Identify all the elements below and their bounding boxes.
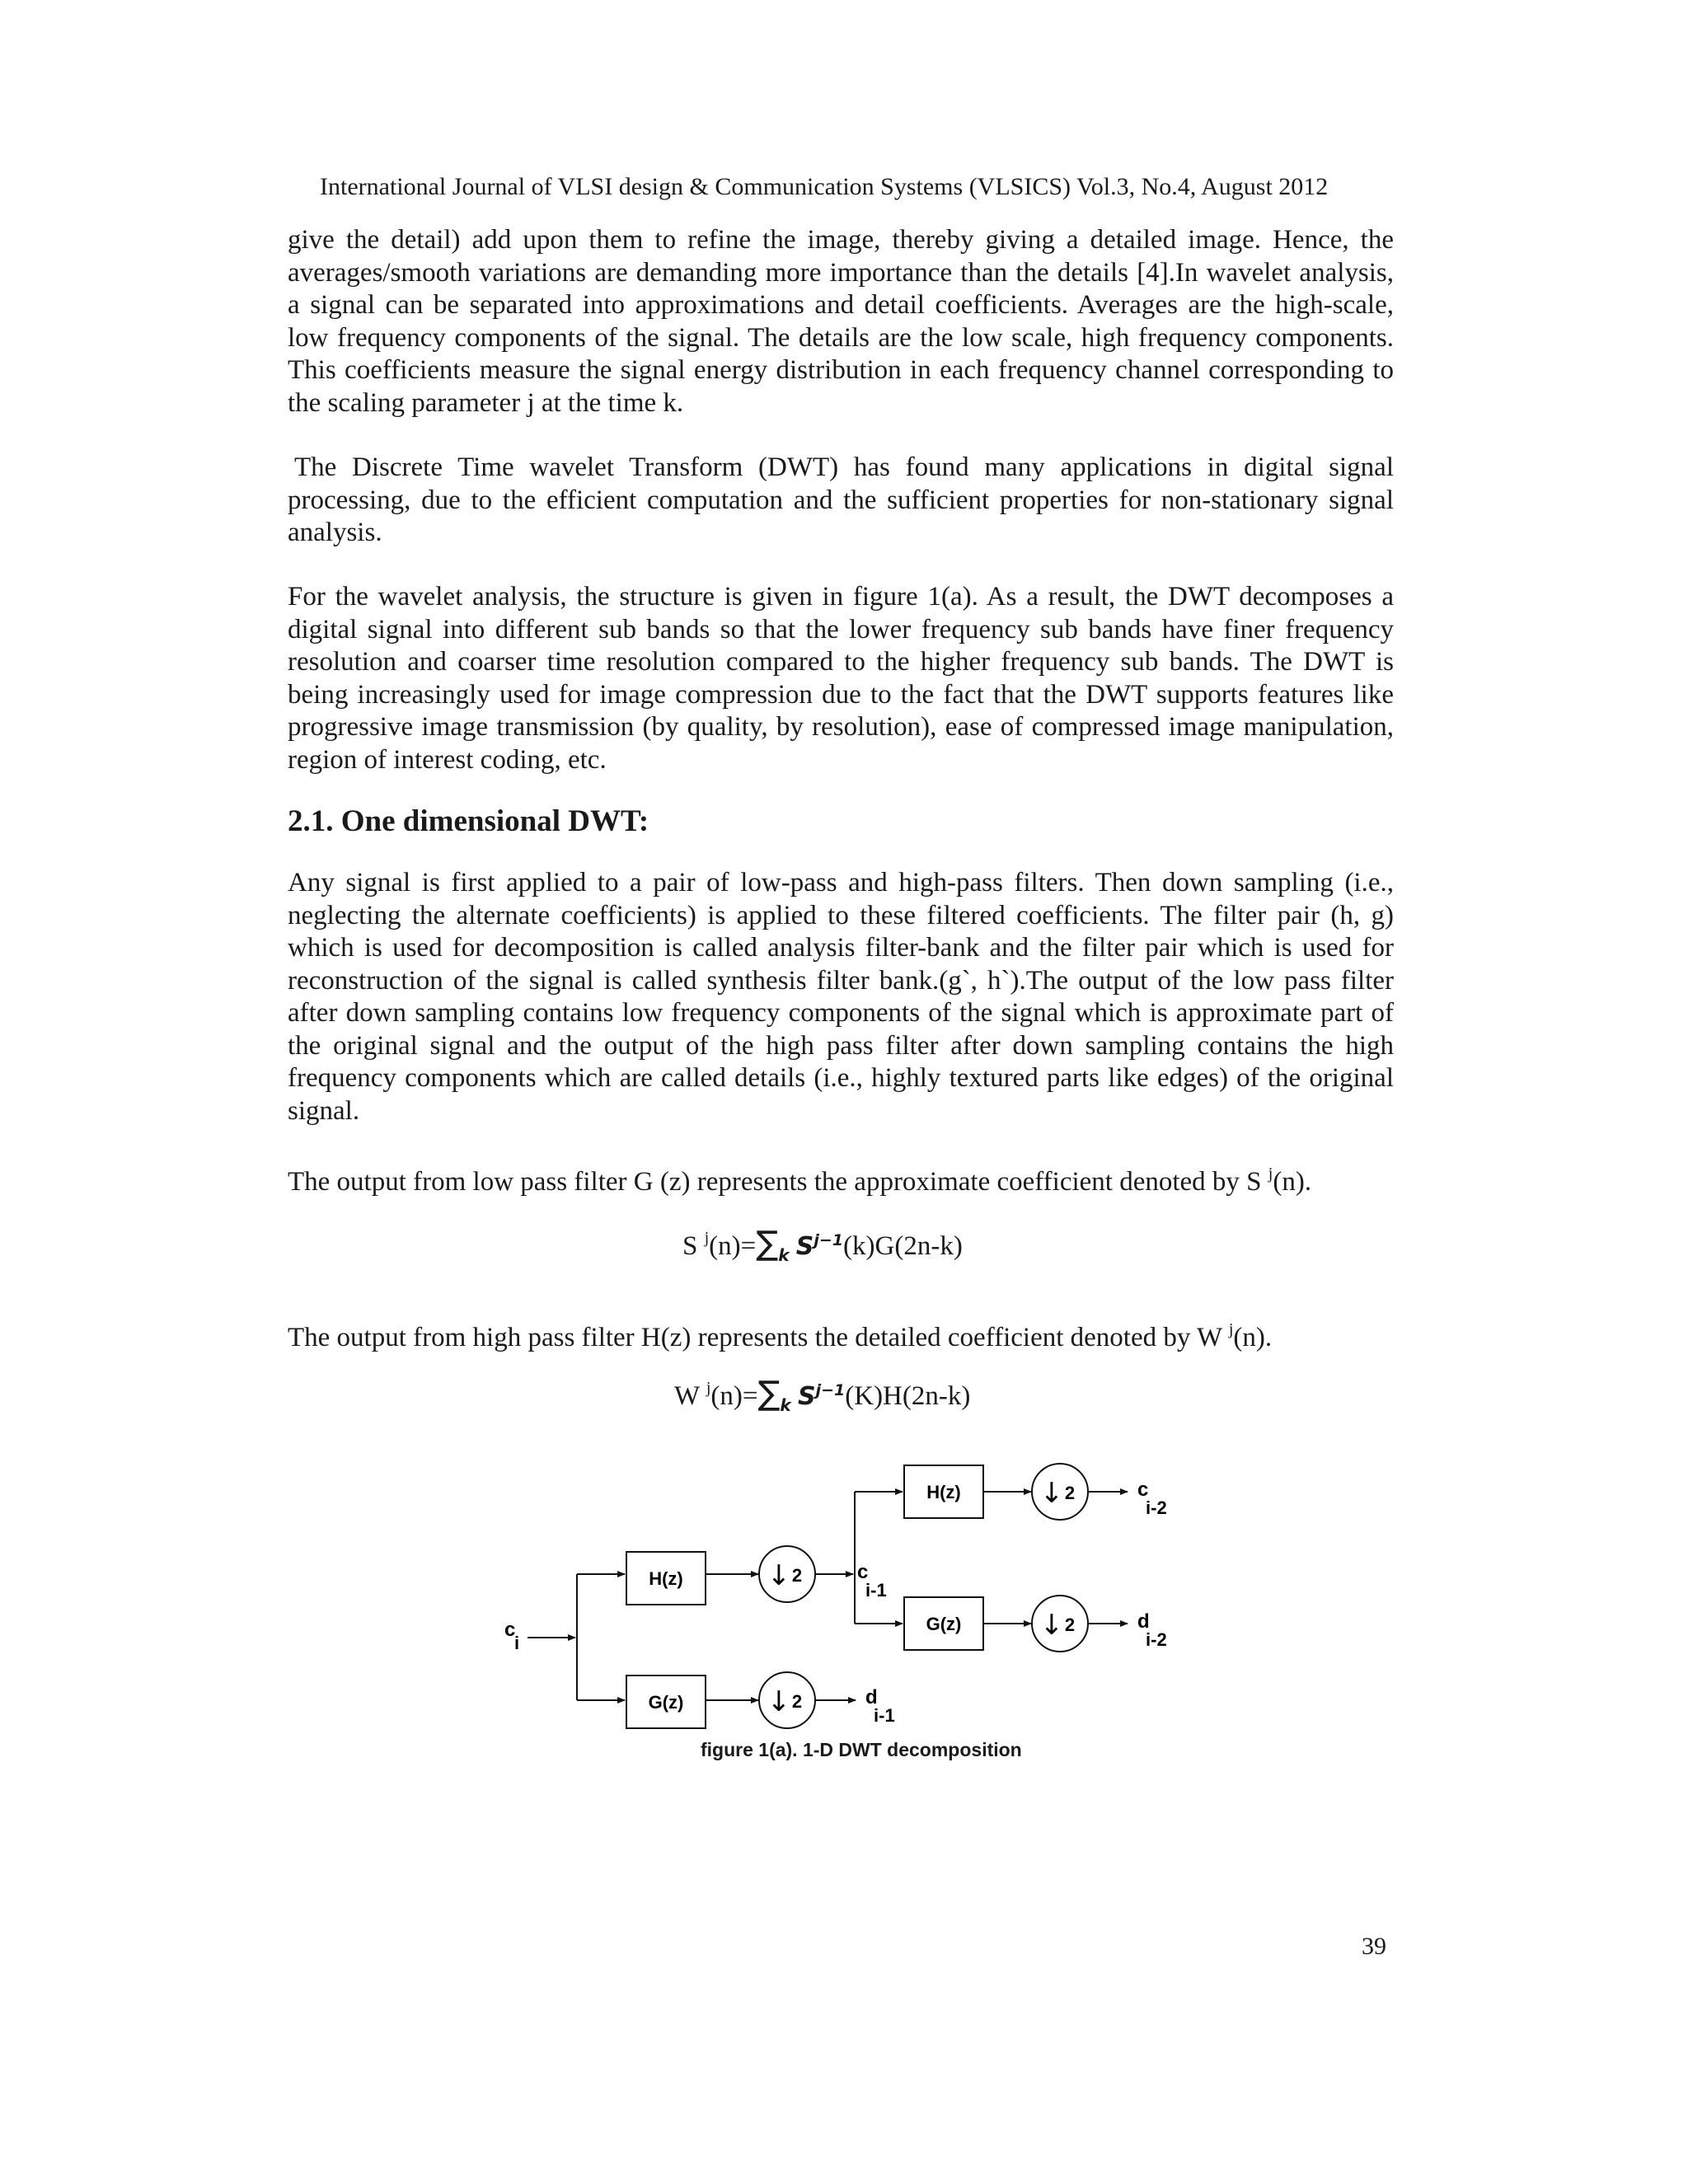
output-label-d2 <box>1137 1610 1167 1650</box>
svg-text:c: c <box>1137 1479 1149 1501</box>
filter-h2-label: H(z) <box>926 1482 961 1502</box>
svg-text:2: 2 <box>791 1565 803 1586</box>
output-label-c1 <box>857 1561 887 1601</box>
filter-g1-label: G(z) <box>648 1692 684 1713</box>
page-number: 39 <box>1362 1933 1386 1960</box>
output-label-d1 <box>865 1686 895 1726</box>
downsampler-2-bottom <box>1040 1609 1075 1642</box>
svg-text:c: c <box>504 1619 516 1641</box>
paragraph-low-pass-output: The output from low pass filter G (z) represents the approximate coefficient denoted by S $^j$(n). <box>288 1165 1312 1197</box>
downsampler-1-bottom <box>767 1685 802 1718</box>
output-label-c2 <box>1137 1479 1167 1518</box>
svg-text:i: i <box>514 1633 520 1653</box>
equation-detailed: W $^j(n)=\sum_k$ $S^{j-1}(K)H(2n-k)$ <box>674 1375 971 1415</box>
paragraph-high-pass-output: The output from high pass filter H(z) represents the detailed coefficient denoted by W $^j$(n). <box>288 1320 1273 1352</box>
svg-text:↓: ↓ <box>1039 1609 1064 1642</box>
dwt-decomposition-diagram <box>486 1463 1228 1726</box>
svg-text:d: d <box>865 1686 878 1708</box>
filter-h1-label: H(z) <box>649 1568 683 1589</box>
svg-text:2: 2 <box>1064 1615 1076 1635</box>
svg-text:2: 2 <box>1064 1483 1076 1503</box>
svg-text:↓: ↓ <box>767 1559 791 1592</box>
input-label-ci <box>504 1619 519 1653</box>
paragraph-dwt-structure: For the wavelet analysis, the structure is given in figure 1(a). As a result, the DWT decomposes a digital signal into different sub bands so that the lower frequency sub bands have finer frequency resolution and coarser time resolution compared to the higher frequency sub bands. The DWT is being increasingly used for image compression due to the fact that the DWT supports features like progressive image transmission (by quality, by resolution), ease of compressed image manipulation, region of interest coding, etc. <box>288 582 1394 775</box>
paragraph-filter-pair: Any signal is first applied to a pair of low-pass and high-pass filters. Then down sampling (i.e., neglecting the alternate coefficients) is applied to these filtered coefficients. The filter pair (h, g) which is used for decomposition is called analysis filter-bank and the filter pair which is used for reconstruction of the signal is called synthesis filter bank.(g`, h`).The output of the low pass filter after down sampling contains low frequency components of the signal which is approximate part of the original signal and the output of the high pass filter after down sampling contains the high frequency components which are called details (i.e., highly textured parts like edges) of the original signal. <box>288 868 1394 1126</box>
svg-text:↓: ↓ <box>767 1685 791 1718</box>
section-heading: 2.1. One dimensional DWT: <box>288 804 649 838</box>
figure-caption: figure 1(a). 1-D DWT decomposition <box>701 1739 1022 1760</box>
svg-text:i-2: i-2 <box>1146 1497 1167 1518</box>
equation-approximate: S $^j(n)=\sum_k$ $S^{j-1}(k)G(2n-k)$ <box>682 1225 963 1265</box>
journal-header: International Journal of VLSI design & Communication Systems (VLSICS) Vol.3, No.4, August 2012 <box>320 173 1329 200</box>
svg-text:d: d <box>1137 1610 1150 1633</box>
svg-text:i-2: i-2 <box>1146 1629 1167 1650</box>
filter-g2-label: G(z) <box>926 1614 962 1634</box>
svg-text:c: c <box>857 1561 869 1583</box>
paragraph-wavelet-intro: give the detail) add upon them to refine the image, thereby giving a detailed image. Hence, the averages/smooth variations are demanding more importance than the details [4].In wavelet analysis, a signal can be separated into approximations and detail coefficients. Averages are the high-scale, low frequency components of the signal. The details are the low scale, high frequency components. This coefficients measure the signal energy distribution in each frequency channel corresponding to the scaling parameter j at the time k. <box>288 225 1394 418</box>
downsampler-1-top <box>767 1559 802 1592</box>
paragraph-dwt-applications: The Discrete Time wavelet Transform (DWT) has found many applications in digital signal processing, due to the efficient computation and the sufficient properties for non-stationary signal analysis. <box>288 452 1394 547</box>
svg-text:i-1: i-1 <box>874 1705 895 1726</box>
downsampler-2-top <box>1040 1477 1075 1510</box>
svg-text:i-1: i-1 <box>865 1580 887 1601</box>
svg-text:↓: ↓ <box>1039 1477 1064 1510</box>
svg-text:2: 2 <box>791 1691 803 1712</box>
